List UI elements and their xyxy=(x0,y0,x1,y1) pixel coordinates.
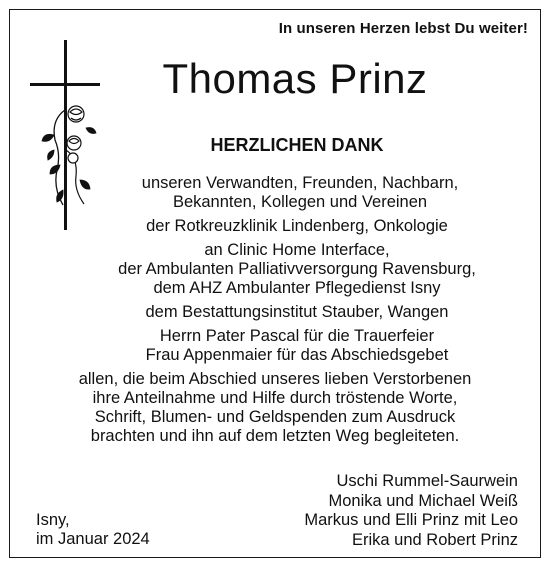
thanks-text xyxy=(0,174,550,451)
text-line: an Clinic Home Interface, xyxy=(204,241,390,259)
thanks-block xyxy=(0,241,550,298)
text-line: Bekannten, Kollegen und Vereinen xyxy=(172,193,428,211)
text-line: Frau Appenmaier für das Abschiedsgebet xyxy=(145,346,449,364)
signers xyxy=(304,472,518,550)
date: im Januar 2024 xyxy=(36,530,150,548)
text-line: brachten und ihn auf dem letzten Weg begleiteten. xyxy=(90,427,460,445)
thanks-heading: HERZLICHEN DANK xyxy=(210,135,384,155)
place-and-date xyxy=(36,511,150,549)
signer: Markus und Elli Prinz mit Leo xyxy=(304,511,518,529)
text-line: ihre Anteilnahme und Hilfe durch tröstende Worte, xyxy=(92,389,458,407)
signer: Erika und Robert Prinz xyxy=(352,530,518,549)
thanks-block xyxy=(0,174,550,212)
text-line: dem AHZ Ambulanter Pflegedienst Isny xyxy=(153,279,441,297)
text-line: Schrift, Blumen- und Geldspenden zum Ausdruck xyxy=(94,408,456,426)
text-line: allen, die beim Abschied unseres lieben Verstorbenen xyxy=(78,370,472,388)
place: Isny, xyxy=(36,511,70,529)
text-line: Herrn Pater Pascal für die Trauerfeier xyxy=(159,327,435,345)
deceased-name: Thomas Prinz xyxy=(162,55,428,102)
thanks-block xyxy=(0,370,550,446)
text-line: dem Bestattungsinstitut Stauber, Wangen xyxy=(145,303,449,321)
signer: Uschi Rummel-Saurwein xyxy=(336,472,518,490)
thanks-block xyxy=(0,217,550,236)
thanks-block xyxy=(0,327,550,365)
text-line: der Ambulanten Palliativversorgung Ravensburg, xyxy=(118,260,476,278)
text-line: der Rotkreuzklinik Lindenberg, Onkologie xyxy=(146,217,448,235)
text-line: unseren Verwandten, Freunden, Nachbarn, xyxy=(141,174,459,192)
signer: Monika und Michael Weiß xyxy=(328,491,518,510)
motto: In unseren Herzen lebst Du weiter! xyxy=(278,20,528,37)
thanks-block xyxy=(0,303,550,322)
